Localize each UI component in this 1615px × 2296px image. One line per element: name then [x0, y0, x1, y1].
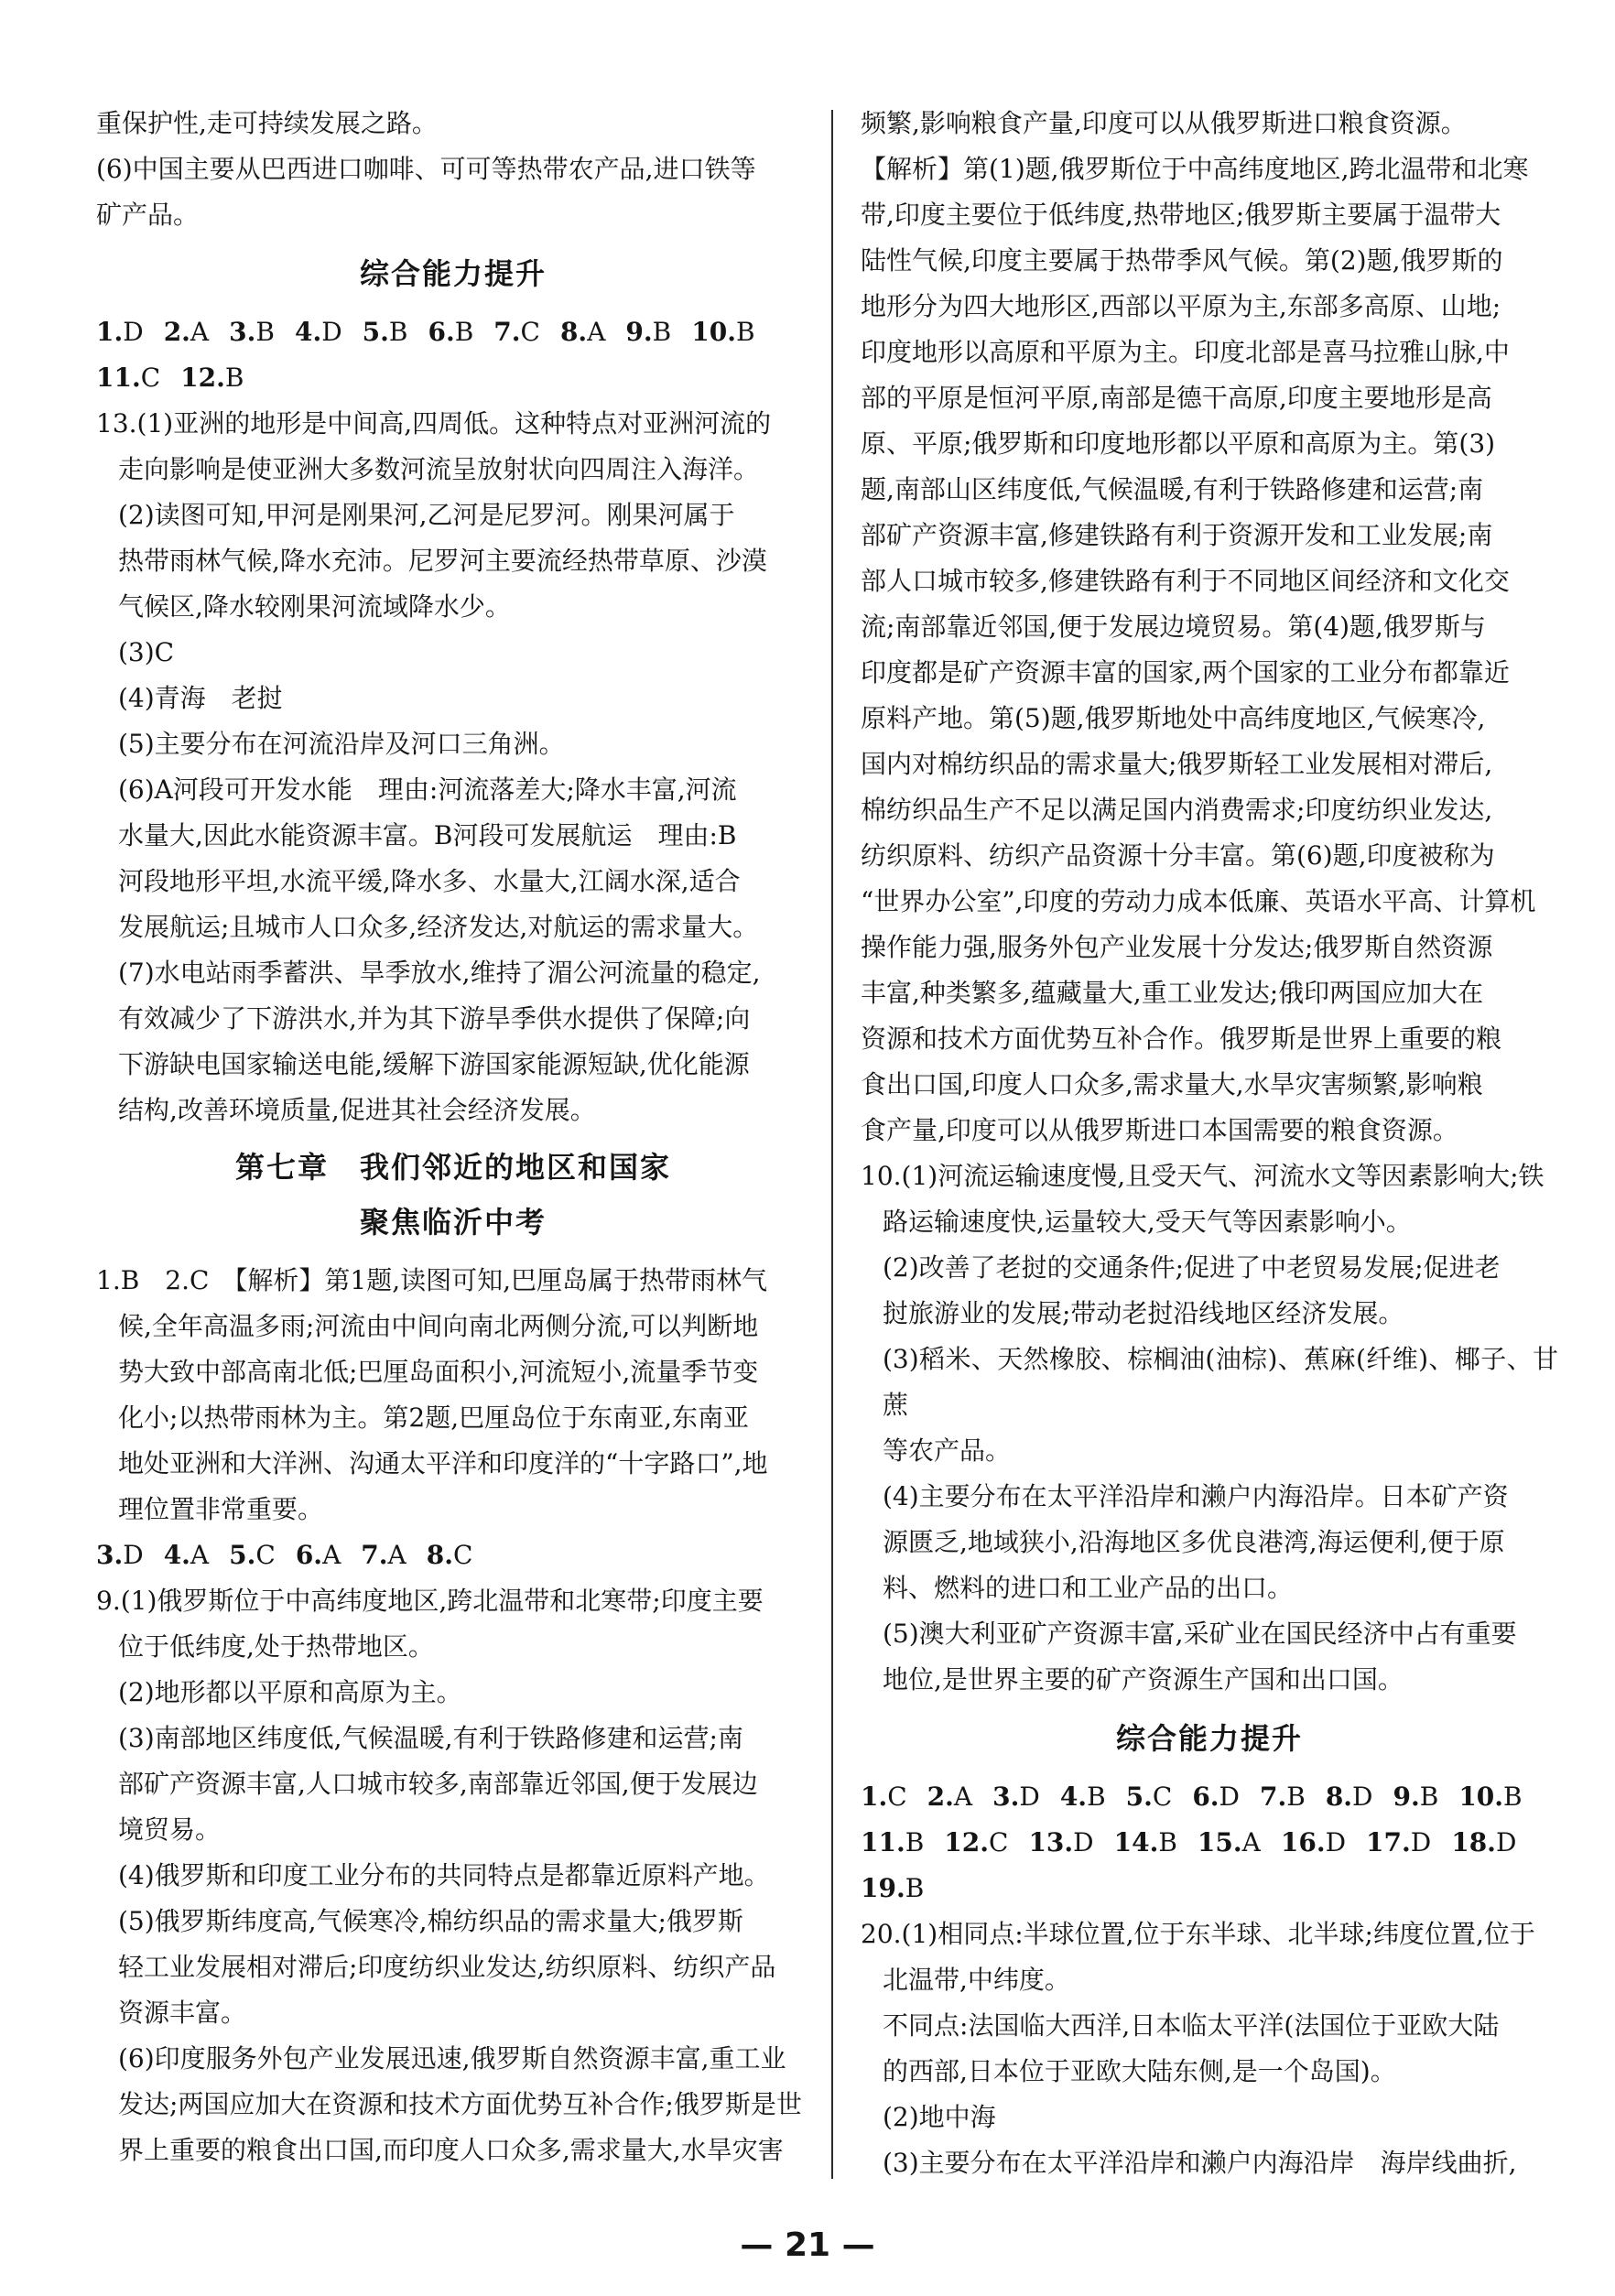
text-line: (4)俄罗斯和印度工业分布的共同特点是都靠近原料产地。 [118, 1860, 770, 1890]
answer-item: 4.D [294, 317, 342, 347]
text-line: 势大致中部高南北低;巴厘岛面积小,河流短小,流量季节变 [118, 1357, 759, 1387]
text-line: 原、平原;俄罗斯和印度地形都以平原和高原为主。第(3) [861, 428, 1496, 459]
answer-row [861, 1774, 1558, 1820]
column-divider [831, 110, 833, 2179]
answer-item: 7.A [361, 1540, 406, 1570]
answer-item: 2.A [927, 1782, 973, 1812]
section-heading: 聚焦临沂中考 [359, 1205, 547, 1240]
text-line: (4)青海 老挝 [118, 683, 283, 713]
text-line: 【解析】第(1)题,俄罗斯位于中高纬度地区,跨北温带和北寒 [861, 154, 1529, 184]
text-line: (3)C [118, 637, 175, 667]
text-line: 气候区,降水较刚果河流域降水少。 [118, 591, 511, 622]
text-line: 食产量,印度可以从俄罗斯进口本国需要的粮食资源。 [861, 1115, 1458, 1145]
text-line: 流;南部靠近邻国,便于发展边境贸易。第(4)题,俄罗斯与 [861, 612, 1486, 642]
answer-item: 11.C [96, 363, 161, 393]
text-line: 热带雨林气候,降水充沛。尼罗河主要流经热带草原、沙漠 [118, 546, 767, 576]
answer-row [96, 1532, 810, 1578]
text-line: 9.(1)俄罗斯位于中高纬度地区,跨北温带和北寒带;印度主要 [96, 1586, 764, 1616]
text-line: 部矿产资源丰富,人口城市较多,南部靠近邻国,便于发展边 [118, 1769, 758, 1799]
text-line: 北温带,中纬度。 [883, 1965, 1070, 1995]
text-line: 发达;两国应加大在资源和技术方面优势互补合作;俄罗斯是世 [118, 2089, 802, 2119]
answer-item: 18.D [1451, 1827, 1517, 1857]
text-line: 操作能力强,服务外包产业发展十分发达;俄罗斯自然资源 [861, 932, 1493, 962]
text-line: (4)主要分布在太平洋沿岸和濑户内海沿岸。日本矿产资 [883, 1481, 1509, 1511]
answer-item: 3.B [229, 317, 275, 347]
text-line: 化小;以热带雨林为主。第2题,巴厘岛位于东南亚,东南亚 [118, 1403, 750, 1433]
text-line: 位于低纬度,处于热带地区。 [118, 1631, 434, 1662]
answer-item: 8.A [559, 317, 606, 347]
answer-item: 8.D [1325, 1782, 1373, 1812]
text-line: 候,全年高温多雨;河流由中间向南北两侧分流,可以判断地 [118, 1311, 759, 1341]
question-13 [96, 401, 810, 1133]
answer-item: 12.C [944, 1827, 1009, 1857]
section-heading: 综合能力提升 [1115, 1721, 1303, 1756]
text-line: 境贸易。 [118, 1814, 222, 1845]
text-line: 走向影响是使亚洲大多数河流呈放射状向四周注入海洋。 [118, 454, 760, 484]
text-line: 国内对棉纺织品的需求量大;俄罗斯轻工业发展相对滞后, [861, 749, 1493, 779]
text-line: (5)俄罗斯纬度高,气候寒冷,棉纺织品的需求量大;俄罗斯 [118, 1906, 743, 1936]
answer-item: 1.C [861, 1782, 907, 1812]
text-line: (6)中国主要从巴西进口咖啡、可可等热带农产品,进口铁等 [96, 154, 756, 184]
text-line: (5)澳大利亚矿产资源丰富,采矿业在国民经济中占有重要 [883, 1619, 1517, 1649]
text-line: 路运输速度快,运量较大,受天气等因素影响小。 [883, 1207, 1412, 1237]
text-line: 10.(1)河流运输速度慢,且受天气、河流水文等因素影响大;铁 [861, 1161, 1545, 1191]
answer-row [861, 1866, 1558, 1912]
text-line: 部的平原是恒河平原,南部是德干高原,印度主要地形是高 [861, 383, 1492, 413]
text-line: 印度地形以高原和平原为主。印度北部是喜马拉雅山脉,中 [861, 337, 1510, 367]
answer-item: 17.D [1366, 1827, 1432, 1857]
text-line: 资源和技术方面优势互补合作。俄罗斯是世界上重要的粮 [861, 1023, 1502, 1054]
answer-item: 13.D [1028, 1827, 1094, 1857]
question-1-2 [96, 1258, 810, 1532]
answer-item: 3.D [96, 1540, 144, 1570]
text-line: (7)水电站雨季蓄洪、旱季放水,维持了湄公河流量的稳定, [118, 958, 761, 988]
text-line: 地处亚洲和大洋洲、沟通太平洋和印度洋的“十字路口”,地 [118, 1448, 768, 1478]
text-line: 资源丰富。 [118, 1998, 247, 2028]
text-line: 原料产地。第(5)题,俄罗斯地处中高纬度地区,气候寒冷, [861, 703, 1486, 733]
text-line: (3)稻米、天然橡胶、棕榈油(油棕)、蕉麻(纤维)、椰子、甘蔗 [883, 1344, 1558, 1420]
answer-item: 19.B [861, 1873, 925, 1903]
text-line: 轻工业发展相对滞后;印度纺织业发达,纺织原料、纺织产品 [118, 1952, 776, 1982]
text-line: 不同点:法国临大西洋,日本临太平洋(法国位于亚欧大陆 [883, 2010, 1500, 2041]
text-line: 棉纺织品生产不足以满足国内消费需求;印度纺织业发达, [861, 795, 1493, 825]
text-line: (2)地形都以平原和高原为主。 [118, 1677, 462, 1707]
answer-item: 16.D [1280, 1827, 1347, 1857]
answer-item: 4.B [1059, 1782, 1106, 1812]
answer-item: 4.A [163, 1540, 210, 1570]
text-line: 印度都是矿产资源丰富的国家,两个国家的工业分布都靠近 [861, 657, 1510, 688]
text-line: “世界办公室”,印度的劳动力成本低廉、英语水平高、计算机 [861, 886, 1536, 916]
answer-row [861, 1820, 1558, 1866]
answer-item: 6.A [295, 1540, 341, 1570]
right-column [861, 101, 1558, 2186]
text-line: 地形分为四大地形区,西部以平原为主,东部多高原、山地; [861, 291, 1501, 321]
answer-item: 10.B [1458, 1782, 1523, 1812]
text-line: 挝旅游业的发展;带动老挝沿线地区经济发展。 [883, 1298, 1404, 1328]
answer-item: 10.B [691, 317, 755, 347]
text-line: 结构,改善环境质量,促进其社会经济发展。 [118, 1095, 596, 1125]
answer-item: 5.C [229, 1540, 276, 1570]
answer-item: 14.B [1113, 1827, 1177, 1857]
text-line: 有效减少了下游洪水,并为其下游旱季供水提供了保障;向 [118, 1003, 751, 1034]
section-heading: 综合能力提升 [359, 256, 547, 291]
text-line: (6)A河段可开发水能 理由:河流落差大;降水丰富,河流 [118, 774, 737, 805]
text-line: 带,印度主要位于低纬度,热带地区;俄罗斯主要属于温带大 [861, 200, 1501, 230]
text-line: 源匮乏,地域狭小,沿海地区多优良港湾,海运便利,便于原 [883, 1527, 1505, 1557]
page-number: — 21 — [740, 2226, 875, 2264]
text-line: 重保护性,走可持续发展之路。 [96, 108, 438, 138]
answer-row [96, 355, 810, 401]
chapter-title: 第七章 我们邻近的地区和国家 [234, 1150, 671, 1185]
text-line: 1.B 2.C 【解析】第1题,读图可知,巴厘岛属于热带雨林气 [96, 1265, 768, 1295]
text-line: 发展航运;且城市人口众多,经济发达,对航运的需求量大。 [118, 912, 759, 942]
left-column [96, 101, 810, 2173]
text-line: 题,南部山区纬度低,气候温暖,有利于铁路修建和运营;南 [861, 474, 1484, 504]
text-line: 频繁,影响粮食产量,印度可以从俄罗斯进口粮食资源。 [861, 108, 1467, 138]
text-line: 水量大,因此水能资源丰富。B河段可发展航运 理由:B [118, 820, 737, 850]
answer-item: 12.B [180, 363, 244, 393]
text-line: 20.(1)相同点:半球位置,位于东半球、北半球;纬度位置,位于 [861, 1919, 1535, 1949]
answer-item: 9.B [1393, 1782, 1439, 1812]
text-line: (3)主要分布在太平洋沿岸和濑户内海沿岸 海岸线曲折, [883, 2148, 1517, 2178]
text-line: 河段地形平坦,水流平缓,降水多、水量大,江阔水深,适合 [118, 866, 741, 896]
analysis-block [861, 101, 1558, 1153]
question-10 [861, 1153, 1558, 1703]
text-line: 纺织原料、纺织产品资源十分丰富。第(6)题,印度被称为 [861, 840, 1495, 871]
question-9 [96, 1578, 810, 2173]
text-line: 地位,是世界主要的矿产资源生产国和出口国。 [883, 1664, 1404, 1695]
text-line: 下游缺电国家输送电能,缓解下游国家能源短缺,优化能源 [118, 1049, 750, 1079]
text-line: 丰富,种类繁多,蕴藏量大,重工业发达;俄印两国应加大在 [861, 978, 1484, 1008]
text-line: 料、燃料的进口和工业产品的出口。 [883, 1573, 1294, 1603]
text-line: (6)印度服务外包产业发展迅速,俄罗斯自然资源丰富,重工业 [118, 2043, 786, 2074]
answer-item: 7.B [1260, 1782, 1306, 1812]
text-line: (2)改善了老挝的交通条件;促进了中老贸易发展;促进老 [883, 1252, 1501, 1283]
intro-block [96, 101, 810, 238]
text-line: (2)读图可知,甲河是刚果河,乙河是尼罗河。刚果河属于 [118, 500, 735, 530]
answer-item: 8.C [426, 1540, 473, 1570]
text-line: 食出口国,印度人口众多,需求量大,水旱灾害频繁,影响粮 [861, 1069, 1483, 1099]
answer-item: 6.B [428, 317, 474, 347]
text-line: 界上重要的粮食出口国,而印度人口众多,需求量大,水旱灾害 [118, 2135, 784, 2165]
text-line: 等农产品。 [883, 1435, 1012, 1466]
text-line: 理位置非常重要。 [118, 1494, 324, 1524]
answer-item: 1.D [96, 317, 144, 347]
answer-item: 5.C [1125, 1782, 1173, 1812]
text-line: 部人口城市较多,修建铁路有利于不同地区间经济和文化交 [861, 566, 1510, 596]
text-line: 陆性气候,印度主要属于热带季风气候。第(2)题,俄罗斯的 [861, 245, 1503, 276]
answer-item: 5.B [362, 317, 408, 347]
text-line: (5)主要分布在河流沿岸及河口三角洲。 [118, 729, 565, 759]
text-line: 矿产品。 [96, 200, 200, 230]
text-line: (2)地中海 [883, 2102, 996, 2132]
text-line: (3)南部地区纬度低,气候温暖,有利于铁路修建和运营;南 [118, 1723, 743, 1753]
answer-item: 11.B [861, 1827, 925, 1857]
answer-row [96, 309, 810, 355]
answer-item: 2.A [163, 317, 210, 347]
answer-item: 7.C [493, 317, 540, 347]
question-20 [861, 1912, 1558, 2186]
answer-item: 15.A [1197, 1827, 1261, 1857]
answer-item: 3.D [992, 1782, 1040, 1812]
text-line: 13.(1)亚洲的地形是中间高,四周低。这种特点对亚洲河流的 [96, 408, 772, 439]
answer-item: 9.B [625, 317, 672, 347]
text-line: 部矿产资源丰富,修建铁路有利于资源开发和工业发展;南 [861, 520, 1493, 550]
text-line: 的西部,日本位于亚欧大陆东侧,是一个岛国)。 [883, 2056, 1396, 2086]
answer-item: 6.D [1192, 1782, 1240, 1812]
